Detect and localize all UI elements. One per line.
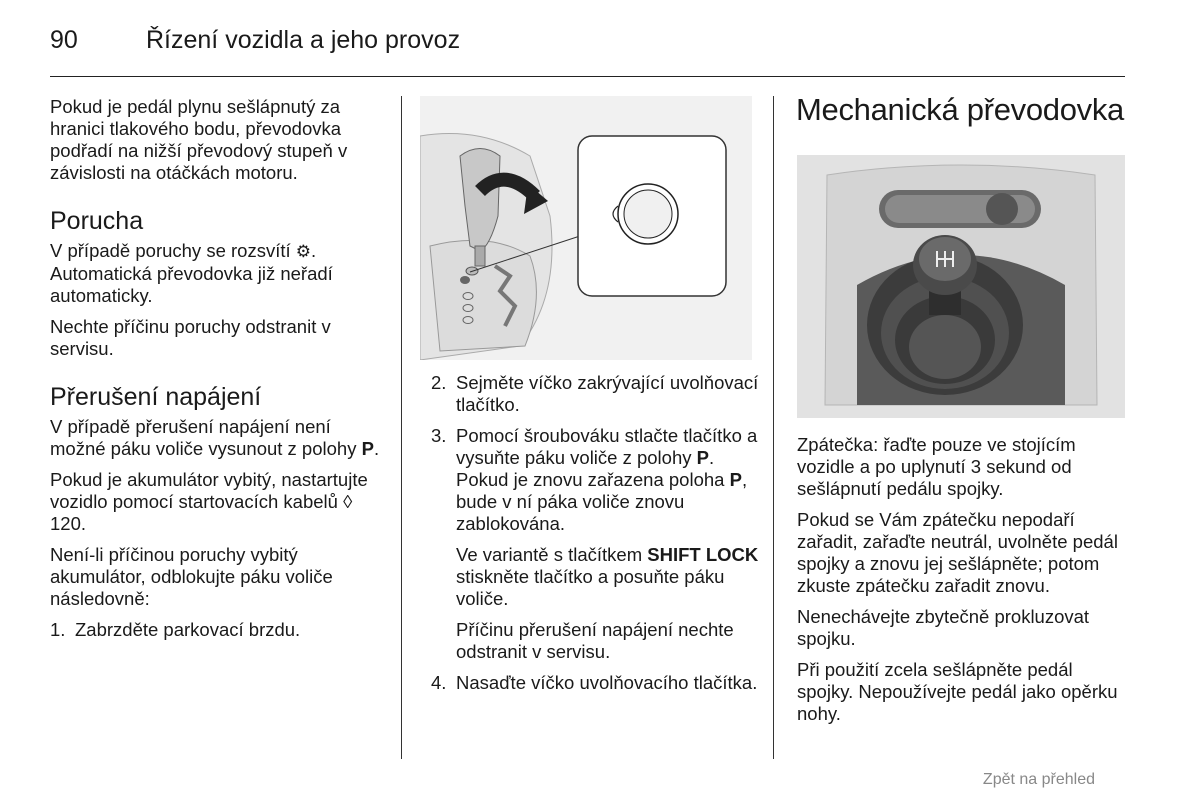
steps-list-2 <box>431 372 761 535</box>
porucha-paragraph-1: V případě poruchy se rozsvítí ⚙. Automatická převodovka již neřadí automaticky. <box>50 240 333 306</box>
column-right <box>797 434 1132 734</box>
selector-lever-illustration <box>420 96 752 360</box>
service-note: Příčinu přerušení napájení nechte odstranit v servisu. <box>456 619 734 662</box>
power-paragraph-3: Není-li příčinou poruchy vybitý akumulátor, odblokujte páku voliče následovně: <box>50 544 333 609</box>
page-header <box>50 24 1125 77</box>
list-item: 2. Sejměte víčko zakrývající uvolňovací tlačítko. <box>431 372 759 415</box>
steps-list-1 <box>50 619 380 641</box>
list-item: 3. Pomocí šroubováku stlačte tlačítko a vysuňte páku voliče z polohy P. Pokud je znovu zařazena poloha P, bude v ní páka voliče znovu zablokována. <box>431 425 758 534</box>
column-divider <box>773 96 774 759</box>
porucha-paragraph-2: Nechte příčinu poruchy odstranit v servisu. <box>50 316 331 359</box>
column-left <box>50 96 380 650</box>
intro-paragraph: Pokud je pedál plynu sešlápnutý za hranici tlakového bodu, převodovka podřadí na nižší převodový stupeň v závislosti na otáčkách motoru. <box>50 96 348 183</box>
manual-paragraph-4: Při použití zcela sešlápněte pedál spojky. Nepoužívejte pedál jako opěrku nohy. <box>797 659 1118 724</box>
back-to-overview-link[interactable]: Zpět na přehled <box>982 771 1095 788</box>
shift-lock-note: Ve variantě s tlačítkem SHIFT LOCK stiskněte tlačítko a posuňte páku voliče. <box>456 544 759 609</box>
gear-warning-icon: ⚙ <box>295 242 312 261</box>
manual-gearbox-photo <box>797 155 1125 418</box>
manual-paragraph-1: Zpátečka: řaďte pouze ve stojícím vozidle a po uplynutí 3 sekund od sešlápnutí pedálu spojky. <box>797 434 1076 499</box>
page-number: 90 <box>50 26 78 54</box>
list-item: 4. Nasaďte víčko uvolňovacího tlačítka. <box>431 672 758 693</box>
power-paragraph-1: V případě přerušení napájení není možné páku voliče vysunout z polohy P. <box>50 416 380 459</box>
steps-list-3 <box>431 672 761 694</box>
manual-paragraph-2: Pokud se Vám zpátečku nepodaří zařadit, zařaďte neutrál, uvolněte pedál spojky a znovu jej sešlápněte; potom zkuste zpátečku zařadit znovu. <box>797 509 1118 596</box>
section-title-manual: Mechanická převodovka <box>796 92 1124 127</box>
power-paragraph-2: Pokud je akumulátor vybitý, nastartujte vozidlo pomocí startovacích kabelů ◊ 120. <box>50 469 368 534</box>
page-reference-icon: ◊ <box>343 491 353 512</box>
column-divider <box>401 96 402 759</box>
column-middle <box>431 372 761 703</box>
section-title-porucha: Porucha <box>50 207 144 235</box>
manual-paragraph-3: Nenechávejte zbytečně prokluzovat spojku. <box>797 606 1090 649</box>
section-title-power: Přerušení napájení <box>50 383 262 411</box>
list-item: 1. Zabrzděte parkovací brzdu. <box>50 619 301 640</box>
page-title: Řízení vozidla a jeho provoz <box>146 26 461 54</box>
